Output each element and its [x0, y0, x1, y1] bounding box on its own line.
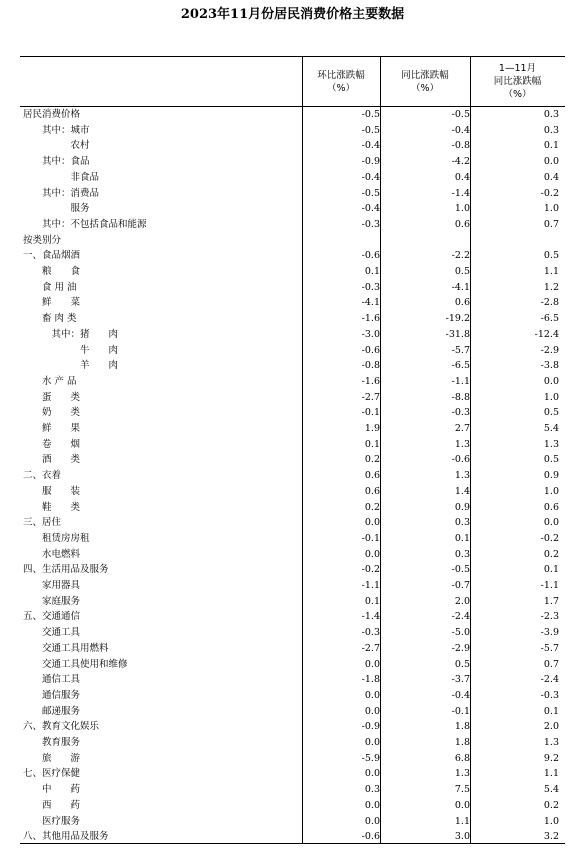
ytd-value: 5.4	[543, 784, 559, 796]
table-row	[20, 594, 565, 610]
yoy-value: -1.4	[451, 187, 470, 199]
table-row	[20, 421, 565, 437]
yoy-value: 0.6	[454, 297, 470, 309]
row-label: 鲜 果	[42, 423, 81, 434]
ytd-value: 1.2	[543, 281, 559, 293]
yoy-value: -0.5	[451, 564, 470, 576]
table-row	[20, 484, 565, 500]
table-row	[20, 123, 565, 139]
row-label: 租赁房房租	[42, 532, 90, 544]
header-mom: 环比涨跌幅 （%）	[317, 69, 365, 94]
row-label: 服 装	[42, 485, 81, 497]
mom-value: -1.4	[361, 611, 380, 623]
table-row	[20, 782, 565, 798]
yoy-value: -6.5	[451, 360, 470, 372]
table-row	[20, 814, 565, 830]
table-row	[20, 641, 565, 657]
mom-value: -1.1	[361, 580, 380, 591]
table-row	[20, 468, 565, 484]
table-row	[20, 405, 565, 421]
ytd-value: 0.7	[543, 658, 559, 670]
ytd-value: -0.3	[540, 689, 559, 701]
yoy-value: 1.4	[454, 485, 470, 497]
table-row	[20, 625, 565, 641]
yoy-value: -2.9	[451, 642, 470, 654]
ytd-value: 1.1	[543, 768, 559, 780]
row-label: 非食品	[70, 171, 100, 183]
ytd-value: 9.2	[543, 752, 559, 764]
mom-value: 0.1	[364, 595, 380, 607]
mom-value: 0.0	[364, 548, 380, 560]
table-row	[20, 343, 565, 359]
table-row	[20, 154, 565, 170]
yoy-value: -0.5	[451, 109, 470, 120]
table-row	[20, 609, 565, 625]
yoy-value: 0.6	[454, 218, 470, 230]
mom-value: -0.3	[361, 281, 380, 293]
row-label: 旅 游	[42, 752, 81, 764]
mom-value: -5.9	[361, 752, 380, 764]
ytd-value: 0.1	[543, 705, 559, 717]
table-row	[20, 515, 565, 531]
row-label: 蛋 类	[42, 391, 81, 403]
table-row	[20, 107, 565, 123]
yoy-value: 0.9	[454, 501, 470, 513]
yoy-value: 1.0	[454, 203, 470, 215]
ytd-value: 0.2	[543, 548, 559, 560]
mom-value: -2.7	[361, 642, 380, 654]
ytd-value: 0.7	[543, 218, 559, 230]
mom-value: 0.0	[364, 517, 380, 529]
mom-value: -0.9	[361, 721, 380, 733]
yoy-value: 2.7	[454, 423, 470, 434]
mom-value: -4.1	[361, 297, 380, 309]
table-row	[20, 201, 565, 217]
yoy-value: 1.8	[454, 721, 470, 733]
mom-value: -0.9	[361, 156, 380, 168]
table-row	[20, 390, 565, 406]
table-row	[20, 531, 565, 547]
ytd-value: -3.8	[540, 360, 559, 372]
row-label: 粮 食	[42, 266, 81, 277]
row-label: 羊 肉	[80, 360, 119, 372]
ytd-value: 0.2	[543, 799, 559, 811]
yoy-value: 3.0	[454, 831, 470, 843]
mom-value: -0.8	[361, 360, 380, 372]
mom-value: -0.3	[361, 218, 380, 230]
table-row	[20, 547, 565, 563]
yoy-value: -4.1	[451, 281, 470, 293]
table-row	[20, 374, 565, 390]
yoy-value: -3.7	[451, 674, 470, 686]
row-label: 三、居住	[23, 517, 62, 529]
row-label: 鲜 菜	[42, 297, 81, 309]
row-label: 畜 肉 类	[42, 313, 77, 325]
table-row	[20, 248, 565, 264]
table-row	[20, 170, 565, 186]
table-row	[20, 688, 565, 704]
mom-value: -3.0	[361, 328, 380, 340]
mom-value: 0.0	[364, 689, 380, 701]
row-label: 家庭服务	[42, 595, 81, 607]
mom-value: -1.8	[361, 674, 380, 686]
ytd-value: -2.3	[540, 611, 559, 623]
mom-value: 0.0	[364, 705, 380, 717]
table-row	[20, 751, 565, 767]
table-row	[20, 217, 565, 233]
row-label: 服务	[70, 203, 90, 215]
mom-value: 0.3	[364, 784, 380, 796]
mom-value: -0.4	[361, 140, 380, 152]
yoy-value: 2.0	[454, 595, 470, 607]
table-row	[20, 578, 565, 594]
row-label: 其中：猪 肉	[51, 328, 119, 340]
yoy-value: 0.1	[454, 532, 470, 544]
ytd-value: 0.4	[543, 171, 559, 183]
row-label: 四、生活用品及服务	[23, 564, 109, 576]
mom-value: 1.9	[364, 423, 380, 434]
yoy-value: 0.4	[454, 171, 470, 183]
yoy-value: -1.1	[451, 375, 470, 387]
row-label: 其中：消费品	[42, 187, 100, 199]
yoy-value: 0.3	[454, 548, 470, 560]
row-label: 牛 肉	[80, 344, 119, 356]
row-label: 二、衣着	[23, 470, 62, 482]
mom-value: -0.4	[361, 203, 380, 215]
yoy-value: -2.2	[451, 250, 470, 262]
ytd-value: 0.6	[543, 501, 559, 513]
ytd-value: 1.3	[543, 737, 559, 748]
ytd-value: -0.2	[540, 532, 559, 544]
row-label: 家用器具	[42, 580, 81, 591]
ytd-value: 3.2	[543, 831, 559, 843]
yoy-value: 1.3	[454, 768, 470, 780]
table-row	[20, 452, 565, 468]
yoy-value: -19.2	[445, 313, 470, 325]
table-row	[20, 138, 565, 154]
table-row	[20, 186, 565, 202]
ytd-value: 1.1	[543, 266, 559, 277]
table-row	[20, 798, 565, 814]
table-row	[20, 562, 565, 578]
table-row	[20, 295, 565, 311]
yoy-value: -5.0	[451, 627, 470, 639]
table-row	[20, 829, 565, 845]
ytd-value: -5.7	[540, 642, 559, 654]
row-label: 卷 烟	[42, 438, 81, 450]
ytd-value: 1.0	[543, 203, 559, 215]
row-label: 五、交通通信	[23, 611, 81, 623]
yoy-value: -0.4	[451, 124, 470, 136]
ytd-value: -2.9	[540, 344, 559, 356]
yoy-value: 1.8	[454, 737, 470, 748]
yoy-value: -8.8	[451, 391, 470, 403]
row-label: 八、其他用品及服务	[23, 831, 109, 843]
yoy-value: -4.2	[451, 156, 470, 168]
ytd-value: 0.5	[543, 454, 559, 466]
ytd-value: -0.2	[540, 187, 559, 199]
ytd-value: -12.4	[534, 328, 559, 340]
ytd-value: 0.5	[543, 407, 559, 419]
table-row	[20, 657, 565, 673]
row-label: 通信服务	[42, 689, 81, 701]
header-yoy: 同比涨跌幅 （%）	[401, 69, 449, 94]
yoy-value: 0.0	[454, 799, 470, 811]
yoy-value: 1.3	[454, 470, 470, 482]
table-row	[20, 735, 565, 751]
ytd-value: 1.0	[543, 391, 559, 403]
mom-value: -0.6	[361, 344, 380, 356]
ytd-value: -6.5	[540, 313, 559, 325]
mom-value: 0.1	[364, 438, 380, 450]
row-label: 七、医疗保健	[23, 768, 81, 780]
table-row	[20, 311, 565, 327]
row-label: 交通工具	[42, 627, 81, 639]
row-label: 交通工具使用和维修	[42, 658, 128, 670]
yoy-value: 6.8	[454, 752, 470, 764]
mom-value: -0.1	[361, 532, 380, 544]
mom-value: -0.5	[361, 124, 380, 136]
ytd-value: 2.0	[543, 721, 559, 733]
row-label: 医疗服务	[42, 815, 81, 827]
mom-value: 0.1	[364, 266, 380, 277]
table-row	[20, 280, 565, 296]
mom-value: 0.0	[364, 658, 380, 670]
table-row	[20, 500, 565, 516]
row-label: 一、食品烟酒	[23, 250, 81, 262]
row-label: 邮递服务	[42, 705, 81, 717]
row-label: 奶 类	[42, 407, 81, 419]
mom-value: 0.6	[364, 470, 380, 482]
yoy-value: 1.1	[454, 815, 470, 827]
ytd-value: -1.1	[540, 580, 559, 591]
cpi-table	[20, 56, 565, 844]
row-label: 其中：食品	[42, 156, 90, 168]
row-label: 六、教育文化娱乐	[23, 721, 100, 733]
mom-value: 0.0	[364, 799, 380, 811]
ytd-value: 0.1	[543, 564, 559, 576]
yoy-value: -0.1	[451, 705, 470, 717]
row-label: 水 产 品	[42, 375, 77, 387]
row-label: 中 药	[42, 784, 81, 796]
mom-value: -0.6	[361, 831, 380, 843]
mom-value: 0.6	[364, 485, 380, 497]
mom-value: -0.2	[361, 564, 380, 576]
mom-value: 0.0	[364, 737, 380, 748]
ytd-value: 1.3	[543, 438, 559, 450]
yoy-value: -0.3	[451, 407, 470, 419]
row-label: 水电燃料	[42, 548, 81, 560]
row-label: 按类别分	[23, 234, 62, 246]
ytd-value: 1.0	[543, 485, 559, 497]
ytd-value: 1.7	[543, 595, 559, 607]
mom-value: 0.2	[364, 454, 380, 466]
mom-value: 0.0	[364, 815, 380, 827]
row-label: 交通工具用燃料	[42, 642, 109, 654]
yoy-value: -0.6	[451, 454, 470, 466]
page-title: 2023年11月份居民消费价格主要数据	[180, 7, 405, 22]
ytd-value: 1.0	[543, 815, 559, 827]
yoy-value: -0.4	[451, 689, 470, 701]
mom-value: 0.0	[364, 768, 380, 780]
mom-value: -1.6	[361, 375, 380, 387]
table-row	[20, 327, 565, 343]
row-label: 酒 类	[42, 454, 81, 466]
ytd-value: 0.5	[543, 250, 559, 262]
mom-value: -0.4	[361, 171, 380, 183]
table-row	[20, 358, 565, 374]
yoy-value: 0.5	[454, 658, 470, 670]
row-label: 其中：城市	[42, 124, 90, 136]
mom-value: -0.5	[361, 109, 380, 120]
mom-value: -0.3	[361, 627, 380, 639]
yoy-value: 0.5	[454, 266, 470, 277]
ytd-value: -2.8	[540, 297, 559, 309]
ytd-value: -3.9	[540, 627, 559, 639]
yoy-value: -2.4	[451, 611, 470, 623]
ytd-value: 0.1	[543, 140, 559, 152]
ytd-value: 0.0	[543, 375, 559, 387]
row-label: 通信工具	[42, 674, 81, 686]
yoy-value: -31.8	[445, 328, 470, 340]
ytd-value: 0.3	[543, 124, 559, 136]
row-label: 鞋 类	[42, 501, 81, 513]
mom-value: -0.6	[361, 250, 380, 262]
table-row	[20, 719, 565, 735]
yoy-value: -0.7	[451, 580, 470, 591]
row-label: 农村	[70, 140, 90, 152]
ytd-value: 0.3	[543, 109, 559, 120]
table-row	[20, 766, 565, 782]
table-row	[20, 264, 565, 280]
row-label: 西 药	[42, 799, 81, 811]
ytd-value: 0.0	[543, 517, 559, 529]
ytd-value: 0.0	[543, 156, 559, 168]
table-row	[20, 437, 565, 453]
row-label: 其中：不包括食品和能源	[42, 218, 147, 230]
mom-value: -0.5	[361, 187, 380, 199]
yoy-value: -5.7	[451, 344, 470, 356]
mom-value: -1.6	[361, 313, 380, 325]
mom-value: -0.1	[361, 407, 380, 419]
table-row	[20, 672, 565, 688]
yoy-value: 7.5	[454, 784, 470, 796]
mom-value: 0.2	[364, 501, 380, 513]
row-label: 居民消费价格	[23, 109, 81, 120]
row-label: 教育服务	[42, 737, 81, 748]
table-row	[20, 233, 565, 249]
ytd-value: 5.4	[543, 423, 559, 434]
table-row	[20, 704, 565, 720]
yoy-value: 0.3	[454, 517, 470, 529]
header-ytd: 1—11月 同比涨跌幅 （%）	[493, 63, 542, 100]
ytd-value: -2.4	[540, 674, 559, 686]
mom-value: -2.7	[361, 391, 380, 403]
yoy-value: -0.8	[451, 140, 470, 152]
row-label: 食 用 油	[42, 281, 77, 293]
yoy-value: 1.3	[454, 438, 470, 450]
ytd-value: 0.9	[543, 470, 559, 482]
